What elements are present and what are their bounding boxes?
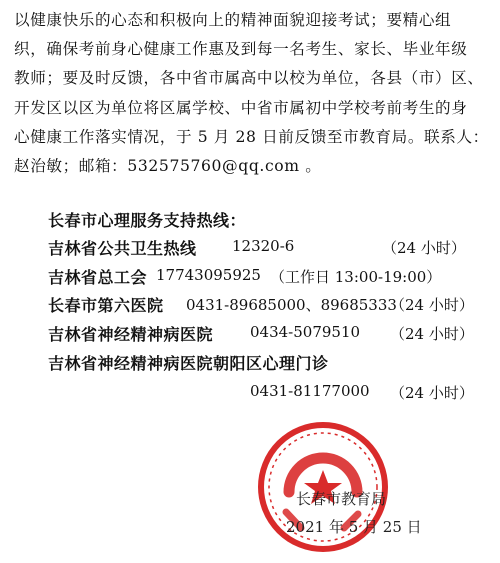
hotline-hours: （工作日 13:00-19:00） xyxy=(270,268,442,286)
hotline-number: 0431-89685000、89685333 xyxy=(186,296,397,314)
paragraph-line: 织，确保考前身心健康工作惠及到每一名考生、家长、毕业年级 xyxy=(14,40,468,59)
hotline-name: 吉林省公共卫生热线 xyxy=(48,239,197,258)
hotline-number: 0434-5079510 xyxy=(250,323,361,341)
hotline-name: 吉林省神经精神病医院朝阳区心理门诊 xyxy=(48,354,329,373)
issue-date: 2021 年 5 月 25 日 xyxy=(286,518,422,536)
hotline-name: 长春市第六医院 xyxy=(48,296,164,315)
hotline-number: 17743095925 xyxy=(156,266,261,284)
hotline-hours: （24 小时） xyxy=(390,296,474,314)
paragraph-line: 心健康工作落实情况，于 5 月 28 日前反馈至市教育局。联系人： xyxy=(14,127,489,146)
hotline-row xyxy=(48,322,490,348)
paragraph-line: 赵治敏；邮箱：532575760@qq.com 。 xyxy=(14,156,322,175)
hotline-hours: （24 小时） xyxy=(390,384,474,402)
hotline-row xyxy=(48,381,490,407)
hotline-row xyxy=(48,351,490,377)
hotline-row xyxy=(48,293,490,319)
hotline-name: 吉林省神经精神病医院 xyxy=(48,325,214,344)
hotline-hours: （24 小时） xyxy=(382,239,466,257)
issuer-name: 长春市教育局 xyxy=(296,490,387,508)
paragraph-line: 开发区以区为单位将区属学校、中省市属初中学校考前考生的身 xyxy=(14,98,468,117)
hotline-row xyxy=(48,265,490,291)
hotline-number: 0431-81177000 xyxy=(250,382,370,400)
hotline-hours: （24 小时） xyxy=(390,325,474,343)
notice-paragraph xyxy=(14,6,490,181)
hotline-row xyxy=(48,236,490,262)
paragraph-line: 以健康快乐的心态和积极向上的精神面貌迎接考试；要精心组 xyxy=(14,11,452,29)
hotline-number: 12320-6 xyxy=(232,237,295,255)
paragraph-line: 教师；要及时反馈，各中省市属高中以校为单位，各县（市）区、 xyxy=(14,69,484,88)
hotline-title: 长春市心理服务支持热线： xyxy=(48,211,247,230)
hotline-name: 吉林省总工会 xyxy=(48,268,148,287)
